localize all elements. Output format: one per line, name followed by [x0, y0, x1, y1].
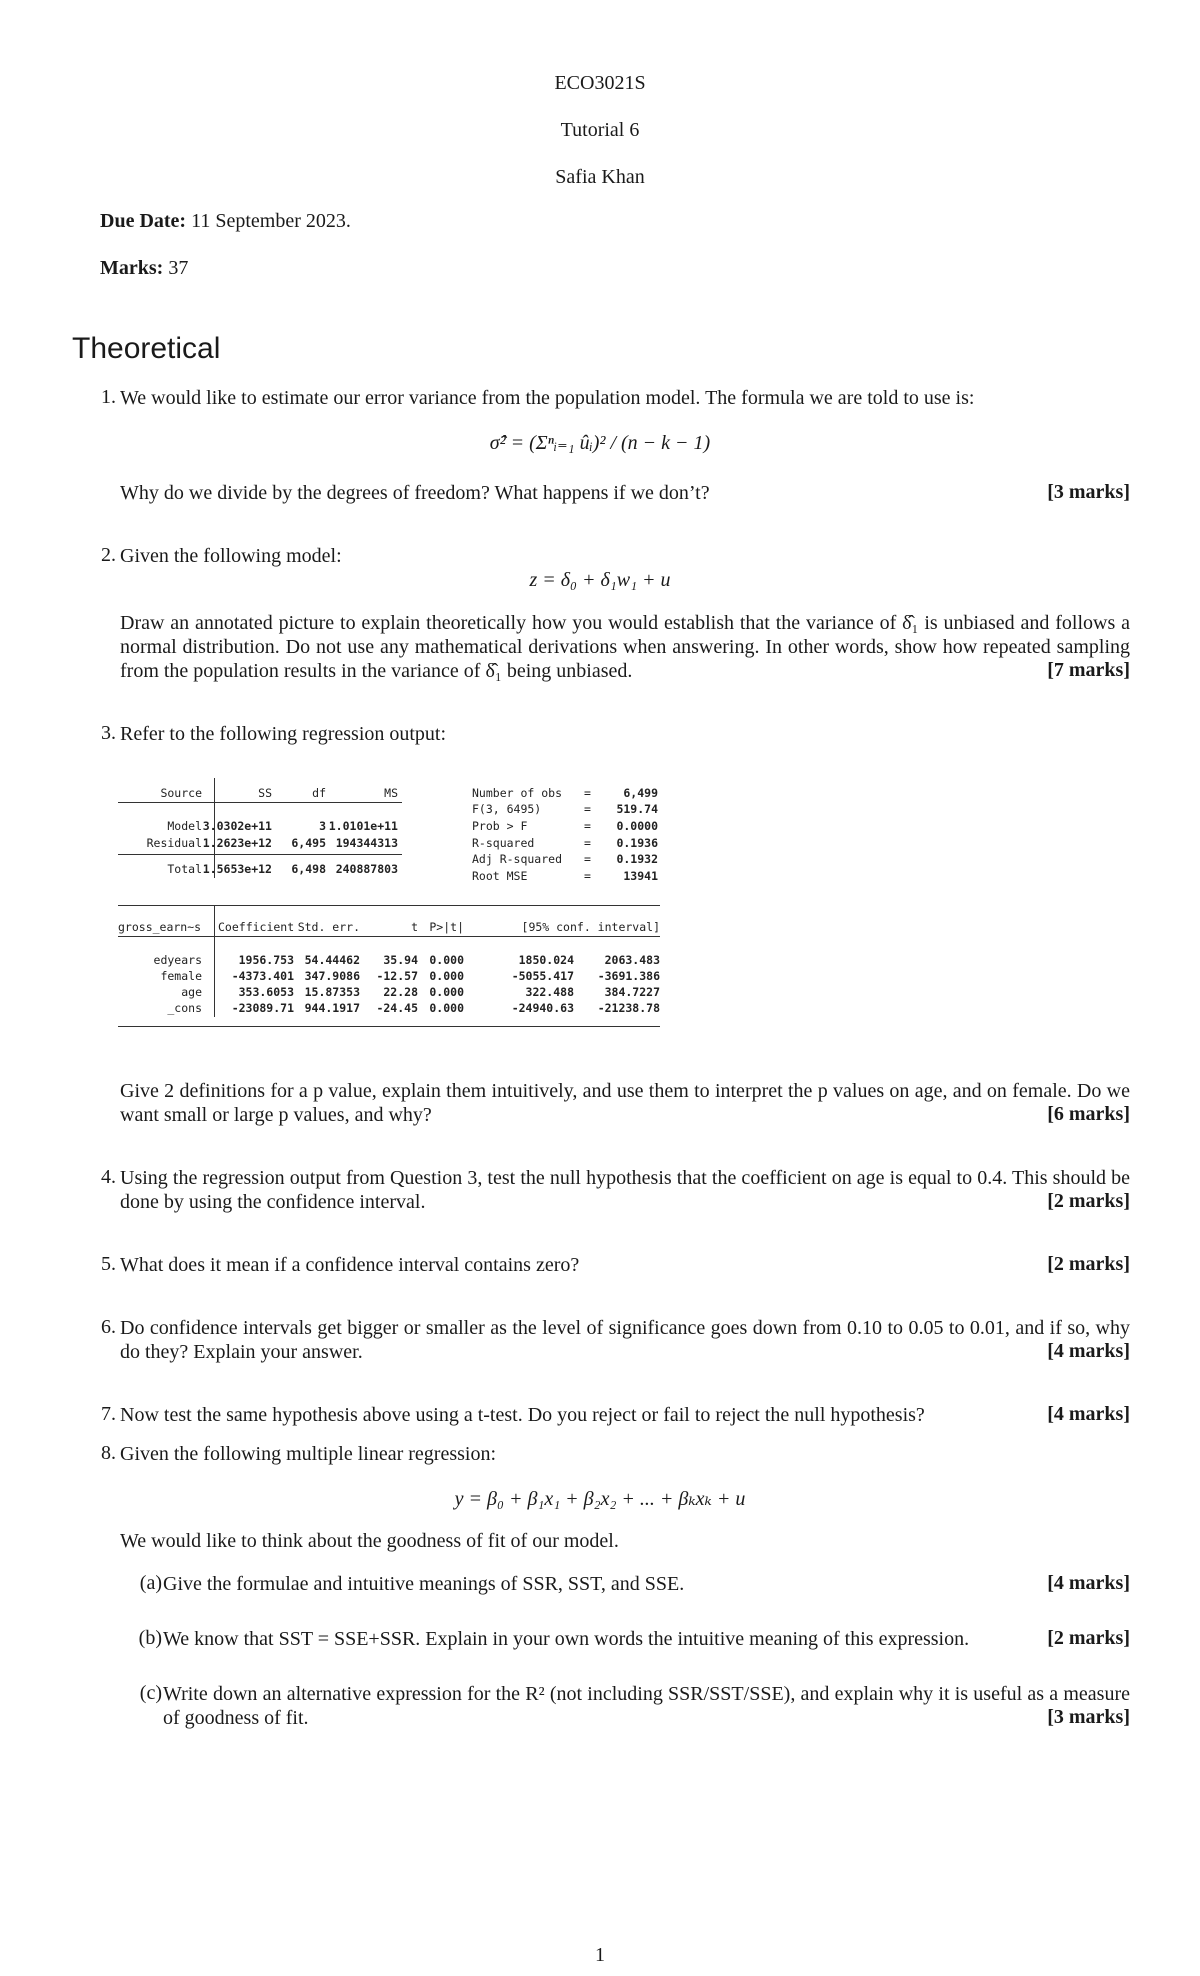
- anova-row-ss: 1.5653e+12: [202, 862, 272, 876]
- stat-value: 0.1936: [616, 836, 658, 850]
- q8-body: We would like to think about the goodness of fit of our model.: [120, 1530, 619, 1552]
- stat-label: Root MSE: [472, 869, 528, 883]
- regression-output: [118, 778, 658, 1036]
- stat-value: 519.74: [616, 802, 658, 816]
- coef-row-coef: 353.6053: [238, 985, 294, 999]
- stat-value: 13941: [623, 869, 658, 883]
- q8b-marks: [2 marks]: [1047, 1627, 1130, 1649]
- coef-row-se: 347.9086: [304, 969, 360, 983]
- coef-row-se: 54.44462: [304, 953, 360, 967]
- stat-label: Number of obs: [472, 786, 563, 800]
- anova-header-ss: SS: [258, 786, 272, 800]
- q2-marks: [7 marks]: [1037, 659, 1130, 682]
- q2-number: 2.: [101, 544, 116, 566]
- marks-label: Marks:: [100, 257, 164, 279]
- stat-eq: =: [584, 786, 591, 800]
- anova-header-source: Source: [160, 786, 202, 800]
- anova-row-ms: 194344313: [335, 836, 398, 850]
- coef-row-ci-high: -21238.78: [597, 1001, 660, 1015]
- q8c-label: (c): [139, 1682, 162, 1704]
- anova-row-df: 6,495: [291, 836, 326, 850]
- coef-row-ci-low: -5055.417: [511, 969, 574, 983]
- q5-number: 5.: [101, 1253, 116, 1275]
- q7-marks: [4 marks]: [1047, 1403, 1130, 1425]
- q3-body: Give 2 definitions for a p value, explain them intuitively, and use them to interpret the p values on age, and on female. Do we want small or large p values, and why?: [120, 1080, 1130, 1126]
- coef-header-t: t: [411, 920, 418, 934]
- anova-row-df: 3: [319, 819, 326, 833]
- due-date: [100, 210, 351, 233]
- stat-eq: =: [584, 869, 591, 883]
- coef-row-ci-high: -3691.386: [597, 969, 660, 983]
- anova-header-ms: MS: [384, 786, 398, 800]
- q7-number: 7.: [101, 1403, 116, 1425]
- coef-row-coef: -4373.401: [231, 969, 294, 983]
- q2-body: Draw an annotated picture to explain theoretically how you would establish that the variance of δ̂₁ is unbiased and follows a normal distribution. Do not use any mathematical derivations when answering. In other words, show how repeated sampling from the population results in the variance of δ̂₁ being unbiased.: [120, 612, 1130, 682]
- q1-equation: σ̂² = (Σⁿᵢ₌₁ ûᵢ)² / (n − k − 1): [489, 432, 711, 454]
- q8c-text: Write down an alternative expression for the R² (not including SSR/SST/SSE), and explain why it is useful as a measure of goodness of fit.: [163, 1683, 1130, 1729]
- stat-eq: =: [584, 836, 591, 850]
- q5-marks: [2 marks]: [1047, 1253, 1130, 1275]
- q2-text: Given the following model:: [120, 545, 342, 567]
- q8-equation: y = β₀ + β₁x₁ + β₂x₂ + ... + βₖxₖ + u: [454, 1488, 746, 1510]
- due-date-value: 11 September 2023.: [191, 210, 351, 232]
- q3-marks: [6 marks]: [1037, 1103, 1130, 1126]
- coef-row-t: -24.45: [376, 1001, 418, 1015]
- coef-row-se: 944.1917: [304, 1001, 360, 1015]
- coef-row-t: 22.28: [383, 985, 418, 999]
- coef-header-var: gross_earn~s: [118, 920, 202, 934]
- q8b-label: (b): [138, 1627, 162, 1649]
- course-code: ECO3021S: [554, 72, 646, 94]
- anova-row-ss: 3.0302e+11: [202, 819, 272, 833]
- coef-row-se: 15.87353: [304, 985, 360, 999]
- anova-row-source: Residual: [146, 836, 202, 850]
- coef-row-ci-low: 322.488: [525, 985, 574, 999]
- anova-header-df: df: [312, 786, 326, 800]
- coef-row-coef: 1956.753: [238, 953, 294, 967]
- coef-row-p: 0.000: [429, 953, 464, 967]
- marks-value: 37: [168, 257, 189, 279]
- q4-number: 4.: [101, 1166, 116, 1188]
- q6-text: Do confidence intervals get bigger or smaller as the level of significance goes down from 0.10 to 0.05 to 0.01, and if so, why do they? Explain your answer.: [120, 1317, 1130, 1363]
- q8-text: Given the following multiple linear regression:: [120, 1443, 497, 1465]
- q4-marks: [2 marks]: [1037, 1190, 1130, 1213]
- coef-row-p: 0.000: [429, 969, 464, 983]
- q7-text: Now test the same hypothesis above using a t-test. Do you reject or fail to reject the null hypothesis?: [120, 1404, 925, 1426]
- stat-value: 0.0000: [616, 819, 658, 833]
- due-date-label: Due Date:: [100, 210, 187, 232]
- coef-row-ci-high: 384.7227: [604, 985, 660, 999]
- q1-marks: [3 marks]: [1047, 481, 1130, 503]
- stat-label: Prob > F: [472, 819, 528, 833]
- stat-label: Adj R-squared: [472, 852, 563, 866]
- q8-number: 8.: [101, 1442, 116, 1464]
- q8a-marks: [4 marks]: [1047, 1572, 1130, 1594]
- coef-row-ci-low: -24940.63: [511, 1001, 574, 1015]
- page-number: 1: [595, 1944, 605, 1966]
- anova-row-ms: 1.0101e+11: [328, 819, 398, 833]
- section-title: Theoretical: [72, 332, 221, 365]
- stat-eq: =: [584, 819, 591, 833]
- coef-row-var: _cons: [167, 1001, 202, 1015]
- stat-label: F(3, 6495): [472, 802, 542, 816]
- anova-row-df: 6,498: [291, 862, 326, 876]
- coef-header-se: Std. err.: [297, 920, 360, 934]
- q8a-label: (a): [139, 1572, 162, 1594]
- coef-row-var: female: [160, 969, 202, 983]
- coef-row-p: 0.000: [429, 1001, 464, 1015]
- q1-text: We would like to estimate our error variance from the population model. The formula we are told to use is:: [120, 387, 975, 409]
- stat-value: 6,499: [623, 786, 658, 800]
- coef-row-p: 0.000: [429, 985, 464, 999]
- anova-row-source: Model: [167, 819, 202, 833]
- stat-eq: =: [584, 802, 591, 816]
- q5-text: What does it mean if a confidence interval contains zero?: [120, 1254, 580, 1276]
- coef-header-ci: [95% conf. interval]: [521, 920, 660, 934]
- stat-eq: =: [584, 852, 591, 866]
- coef-row-t: -12.57: [376, 969, 418, 983]
- author-name: Safia Khan: [555, 166, 645, 188]
- tutorial-title: Tutorial 6: [560, 119, 640, 141]
- q8c-marks: [3 marks]: [1037, 1706, 1130, 1729]
- coef-row-ci-high: 2063.483: [604, 953, 660, 967]
- anova-row-source: Total: [167, 862, 202, 876]
- coef-row-coef: -23089.71: [231, 1001, 294, 1015]
- coef-row-var: edyears: [153, 953, 202, 967]
- q8a-text: Give the formulae and intuitive meanings of SSR, SST, and SSE.: [163, 1573, 685, 1595]
- anova-row-ms: 240887803: [335, 862, 398, 876]
- q6-marks: [4 marks]: [1037, 1340, 1130, 1363]
- coef-row-var: age: [181, 985, 202, 999]
- q6-number: 6.: [101, 1316, 116, 1338]
- coef-row-ci-low: 1850.024: [518, 953, 574, 967]
- q1-number: 1.: [101, 386, 116, 408]
- q2-equation: z = δ₀ + δ₁w₁ + u: [529, 569, 671, 591]
- q1-followup: Why do we divide by the degrees of freedom? What happens if we don’t?: [120, 482, 710, 504]
- coef-header-p: P>|t|: [429, 920, 464, 934]
- q3-text: Refer to the following regression output:: [120, 723, 447, 745]
- q8b-text: We know that SST = SSE+SSR. Explain in your own words the intuitive meaning of this expression.: [163, 1628, 970, 1650]
- coef-row-t: 35.94: [383, 953, 418, 967]
- q3-number: 3.: [101, 722, 116, 744]
- stat-value: 0.1932: [616, 852, 658, 866]
- coef-header-coef: Coefficient: [218, 920, 295, 934]
- total-marks: [100, 257, 188, 280]
- q4-text: Using the regression output from Question 3, test the null hypothesis that the coefficient on age is equal to 0.4. This should be done by using the confidence interval.: [120, 1167, 1130, 1213]
- stat-label: R-squared: [472, 836, 535, 850]
- anova-row-ss: 1.2623e+12: [202, 836, 272, 850]
